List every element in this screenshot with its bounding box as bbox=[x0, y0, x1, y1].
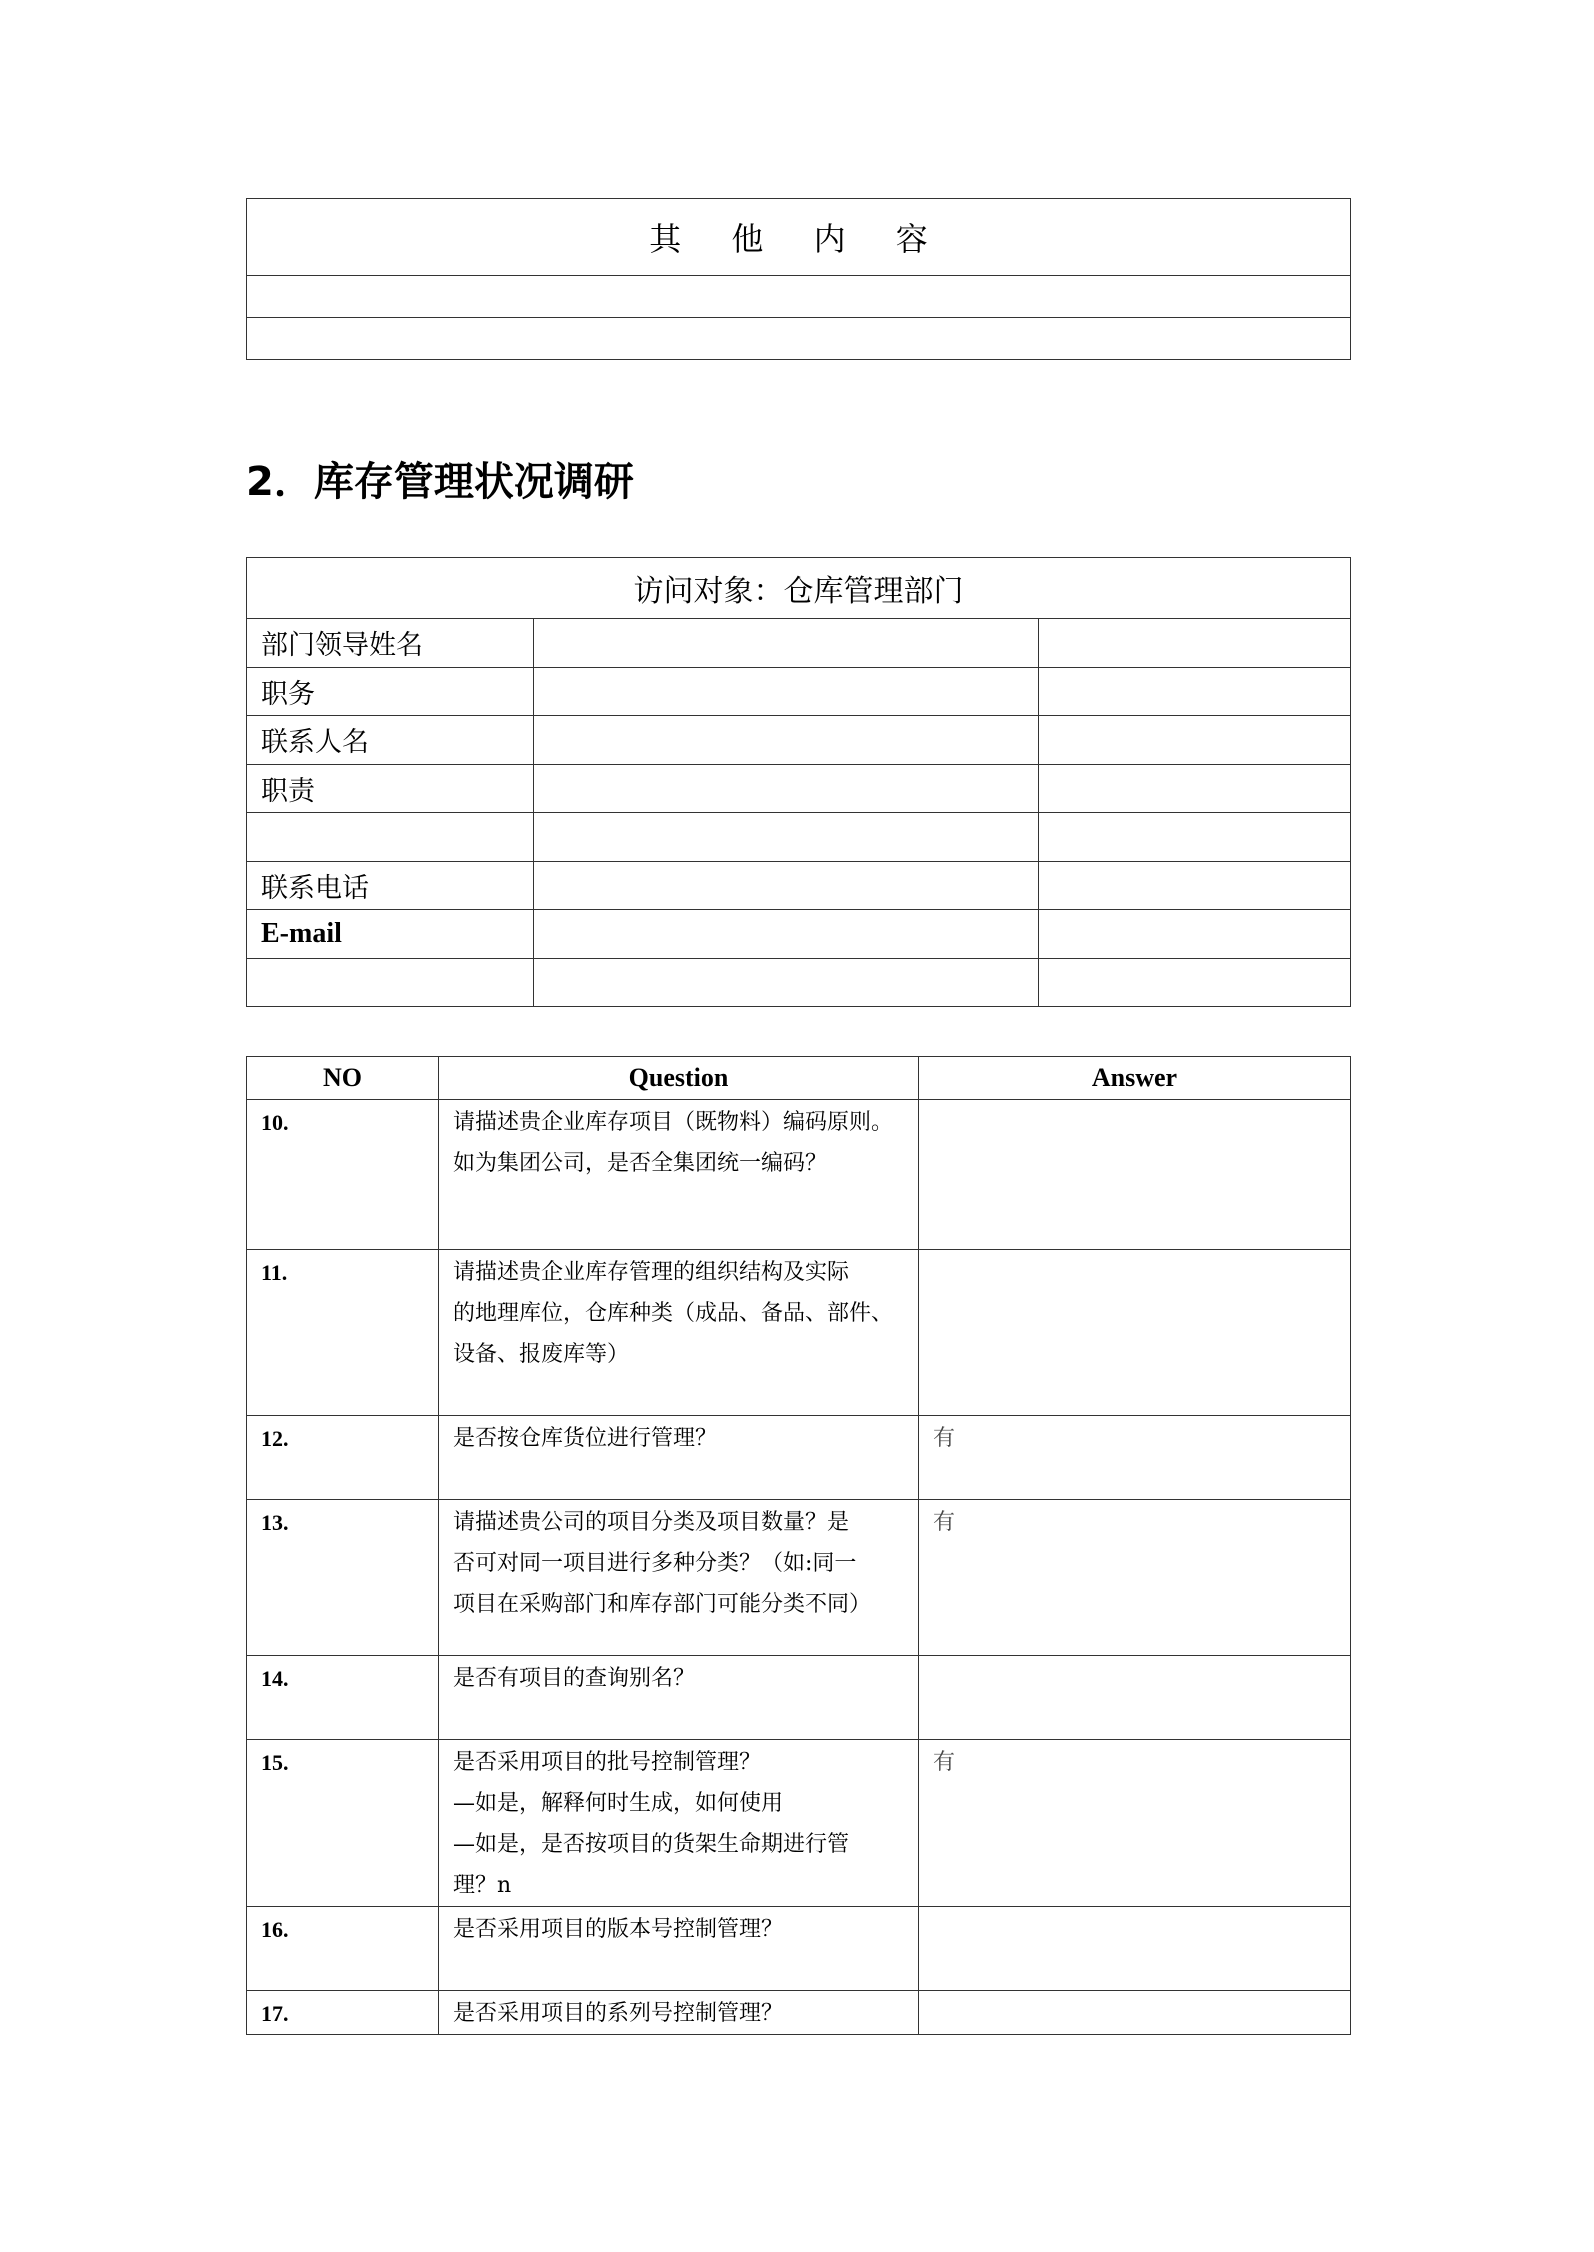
field-label: 职务 bbox=[247, 667, 534, 716]
table-row bbox=[247, 861, 1351, 910]
field-label: E-mail bbox=[247, 910, 534, 959]
field-value-cell bbox=[534, 958, 1039, 1007]
field-label bbox=[247, 813, 534, 862]
question-number: 13. bbox=[247, 1500, 439, 1656]
field-extra-cell bbox=[1039, 764, 1351, 813]
question-line: 设备、报废库等） bbox=[453, 1342, 630, 1367]
field-value-cell bbox=[534, 764, 1039, 813]
question-line: —如是，是否按项目的货架生命期进行管 bbox=[453, 1832, 850, 1857]
other-content-table bbox=[246, 198, 1351, 360]
question-line: 是否采用项目的批号控制管理？ bbox=[453, 1750, 762, 1775]
question-text bbox=[439, 1500, 919, 1656]
question-row bbox=[247, 1416, 1351, 1500]
other-content-title: 其 他 内 容 bbox=[247, 199, 1351, 276]
question-number: 17. bbox=[247, 1991, 439, 2035]
question-line: 的地理库位，仓库种类（成品、备品、部件、 bbox=[453, 1301, 894, 1326]
question-number: 11. bbox=[247, 1250, 439, 1416]
field-value-cell bbox=[534, 813, 1039, 862]
field-label: 职责 bbox=[247, 764, 534, 813]
question-line: 是否有项目的查询别名？ bbox=[453, 1666, 696, 1691]
section-title: 2．库存管理状况调研 bbox=[246, 459, 634, 505]
question-line: 请描述贵企业库存管理的组织结构及实际 bbox=[453, 1260, 850, 1285]
table-row bbox=[247, 667, 1351, 716]
question-number: 15. bbox=[247, 1740, 439, 1907]
field-value-cell bbox=[534, 716, 1039, 765]
question-line: 是否采用项目的版本号控制管理？ bbox=[453, 1917, 784, 1942]
field-value-cell bbox=[534, 910, 1039, 959]
question-number: 10. bbox=[247, 1100, 439, 1250]
question-line: 是否采用项目的系列号控制管理？ bbox=[453, 2001, 784, 2026]
field-extra-cell bbox=[1039, 910, 1351, 959]
question-table bbox=[246, 1056, 1351, 2035]
table-row bbox=[247, 619, 1351, 668]
blank-row bbox=[247, 276, 1351, 318]
field-extra-cell bbox=[1039, 667, 1351, 716]
answer-cell bbox=[919, 1656, 1351, 1740]
field-label bbox=[247, 958, 534, 1007]
interview-target-title: 访问对象：仓库管理部门 bbox=[247, 558, 1351, 619]
field-extra-cell bbox=[1039, 716, 1351, 765]
question-text bbox=[439, 1416, 919, 1500]
question-number: 14. bbox=[247, 1656, 439, 1740]
question-row bbox=[247, 1100, 1351, 1250]
question-line: 请描述贵企业库存项目（既物料）编码原则。 bbox=[453, 1110, 894, 1135]
question-line: 项目在采购部门和库存部门可能分类不同） bbox=[453, 1592, 872, 1617]
question-line: 否可对同一项目进行多种分类？（如:同一 bbox=[453, 1551, 857, 1576]
field-label: 联系人名 bbox=[247, 716, 534, 765]
field-extra-cell bbox=[1039, 619, 1351, 668]
question-text bbox=[439, 1250, 919, 1416]
column-header-question: Question bbox=[439, 1057, 919, 1100]
field-label: 联系电话 bbox=[247, 861, 534, 910]
answer-cell bbox=[919, 1907, 1351, 1991]
answer-cell bbox=[919, 1250, 1351, 1416]
answer-cell bbox=[919, 1991, 1351, 2035]
field-value-cell bbox=[534, 619, 1039, 668]
table-row bbox=[247, 958, 1351, 1007]
question-row bbox=[247, 1250, 1351, 1416]
blank-row bbox=[247, 318, 1351, 360]
interview-target-table bbox=[246, 557, 1351, 1007]
question-text bbox=[439, 1656, 919, 1740]
question-line: 请描述贵公司的项目分类及项目数量？是 bbox=[453, 1510, 850, 1535]
table-row bbox=[247, 910, 1351, 959]
question-text bbox=[439, 1991, 919, 2035]
answer-cell: 有 bbox=[919, 1500, 1351, 1656]
question-row bbox=[247, 1740, 1351, 1907]
field-value-cell bbox=[534, 861, 1039, 910]
question-number: 12. bbox=[247, 1416, 439, 1500]
field-extra-cell bbox=[1039, 958, 1351, 1007]
question-line: 是否按仓库货位进行管理？ bbox=[453, 1426, 718, 1451]
column-header-no: NO bbox=[247, 1057, 439, 1100]
question-text bbox=[439, 1907, 919, 1991]
field-extra-cell bbox=[1039, 861, 1351, 910]
field-label: 部门领导姓名 bbox=[247, 619, 534, 668]
field-value-cell bbox=[534, 667, 1039, 716]
question-row bbox=[247, 1656, 1351, 1740]
table-row bbox=[247, 716, 1351, 765]
question-row bbox=[247, 1500, 1351, 1656]
answer-cell: 有 bbox=[919, 1740, 1351, 1907]
question-row bbox=[247, 1991, 1351, 2035]
question-number: 16. bbox=[247, 1907, 439, 1991]
table-row bbox=[247, 813, 1351, 862]
question-text bbox=[439, 1100, 919, 1250]
table-row bbox=[247, 764, 1351, 813]
answer-cell: 有 bbox=[919, 1416, 1351, 1500]
question-text bbox=[439, 1740, 919, 1907]
question-line: —如是，解释何时生成，如何使用 bbox=[453, 1791, 784, 1816]
question-row bbox=[247, 1907, 1351, 1991]
question-line: 理？n bbox=[453, 1873, 512, 1898]
column-header-answer: Answer bbox=[919, 1057, 1351, 1100]
field-extra-cell bbox=[1039, 813, 1351, 862]
answer-cell bbox=[919, 1100, 1351, 1250]
question-line: 如为集团公司，是否全集团统一编码？ bbox=[453, 1151, 828, 1176]
